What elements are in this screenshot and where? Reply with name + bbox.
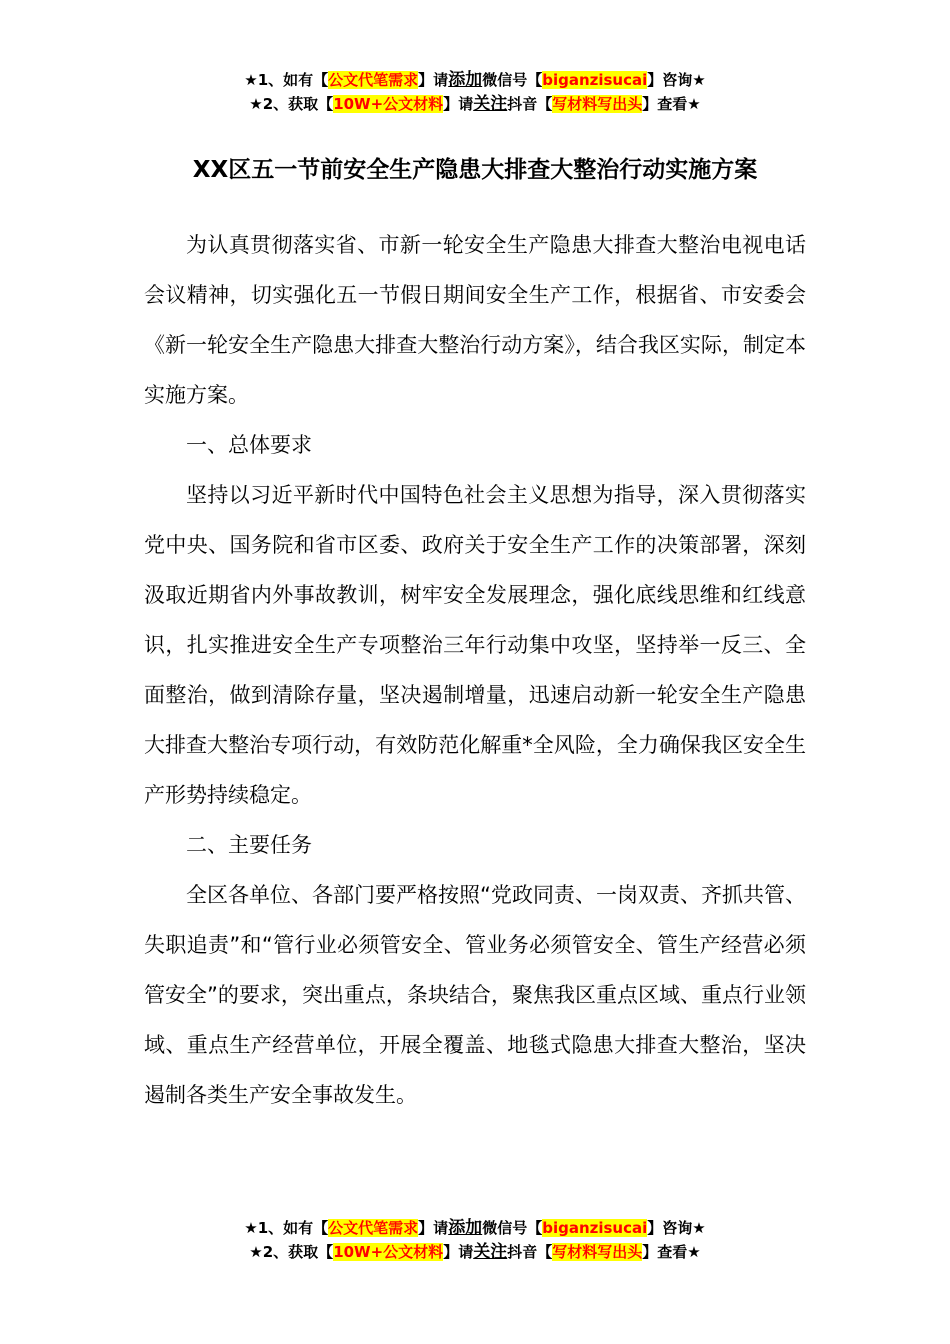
promo-text: 】请	[418, 71, 449, 89]
promo-text: 微信号【	[482, 71, 543, 89]
promo-text: 】请	[418, 1219, 449, 1237]
document-title: XX区五一节前安全生产隐患大排查大整治行动实施方案	[192, 157, 758, 183]
promo-line-consult	[0, 1216, 950, 1240]
promo-highlight: 10W+公文材料	[333, 95, 444, 113]
promo-highlight: 10W+公文材料	[333, 1243, 444, 1261]
promo-highlight: 公文代笔需求	[328, 1219, 419, 1237]
douyin-account: 写材料写出头	[552, 1243, 643, 1261]
promo-line-follow	[0, 92, 950, 116]
promo-text: 】请	[443, 1243, 474, 1261]
promo-emphasis: 关注	[473, 94, 508, 114]
promo-emphasis: 添加	[448, 70, 483, 90]
intro-paragraph: 为认真贯彻落实省、市新一轮安全生产隐患大排查大整治电视电话会议精神，切实强化五一节假日期间安全生产工作，根据省、市安委会《新一轮安全生产隐患大排查大整治行动方案》，结合我区实际，制定本实施方案。	[144, 233, 806, 407]
general-requirements-paragraph: 坚持以习近平新时代中国特色社会主义思想为指导，深入贯彻落实党中央、国务院和省市区委、政府关于安全生产工作的决策部署，深刻汲取近期省内外事故教训，树牢安全发展理念，强化底线思维和红线意识，扎实推进安全生产专项整治三年行动集中攻坚，坚持举一反三、全面整治，做到清除存量，坚决遏制增量，迅速启动新一轮安全生产隐患大排查大整治专项行动，有效防范化解重*全风险，全力确保我区安全生产形势持续稳定。	[144, 483, 806, 807]
promo-text: 】咨询★	[647, 71, 706, 89]
promo-emphasis: 关注	[473, 1242, 508, 1262]
wechat-id: biganzisucai	[542, 71, 648, 89]
wechat-id: biganzisucai	[542, 1219, 648, 1237]
promo-text: 抖音【	[507, 1243, 553, 1261]
section-heading-general-requirements: 一、总体要求	[186, 433, 312, 457]
promo-text: ★1、如有【	[244, 71, 329, 89]
promo-text: ★1、如有【	[244, 1219, 329, 1237]
promo-text: 微信号【	[482, 1219, 543, 1237]
promo-text: 】咨询★	[647, 1219, 706, 1237]
douyin-account: 写材料写出头	[552, 95, 643, 113]
promo-highlight: 公文代笔需求	[328, 71, 419, 89]
document-body	[144, 220, 806, 1120]
promo-footer	[0, 1216, 950, 1264]
promo-line-follow	[0, 1240, 950, 1264]
promo-line-consult	[0, 68, 950, 92]
promo-text: 抖音【	[507, 95, 553, 113]
promo-emphasis: 添加	[448, 1218, 483, 1238]
main-tasks-paragraph: 全区各单位、各部门要严格按照“党政同责、一岗双责、齐抓共管、失职追责”和“管行业必须管安全、管业务必须管安全、管生产经营必须管安全”的要求，突出重点，条块结合，聚焦我区重点区域、重点行业领域、重点生产经营单位，开展全覆盖、地毯式隐患大排查大整治，坚决遏制各类生产安全事故发生。	[144, 883, 806, 1107]
promo-text: ★2、获取【	[249, 1243, 334, 1261]
promo-text: 】查看★	[642, 1243, 701, 1261]
promo-text: ★2、获取【	[249, 95, 334, 113]
section-heading-main-tasks: 二、主要任务	[186, 833, 312, 857]
promo-text: 】请	[443, 95, 474, 113]
promo-text: 】查看★	[642, 95, 701, 113]
promo-header	[0, 68, 950, 116]
